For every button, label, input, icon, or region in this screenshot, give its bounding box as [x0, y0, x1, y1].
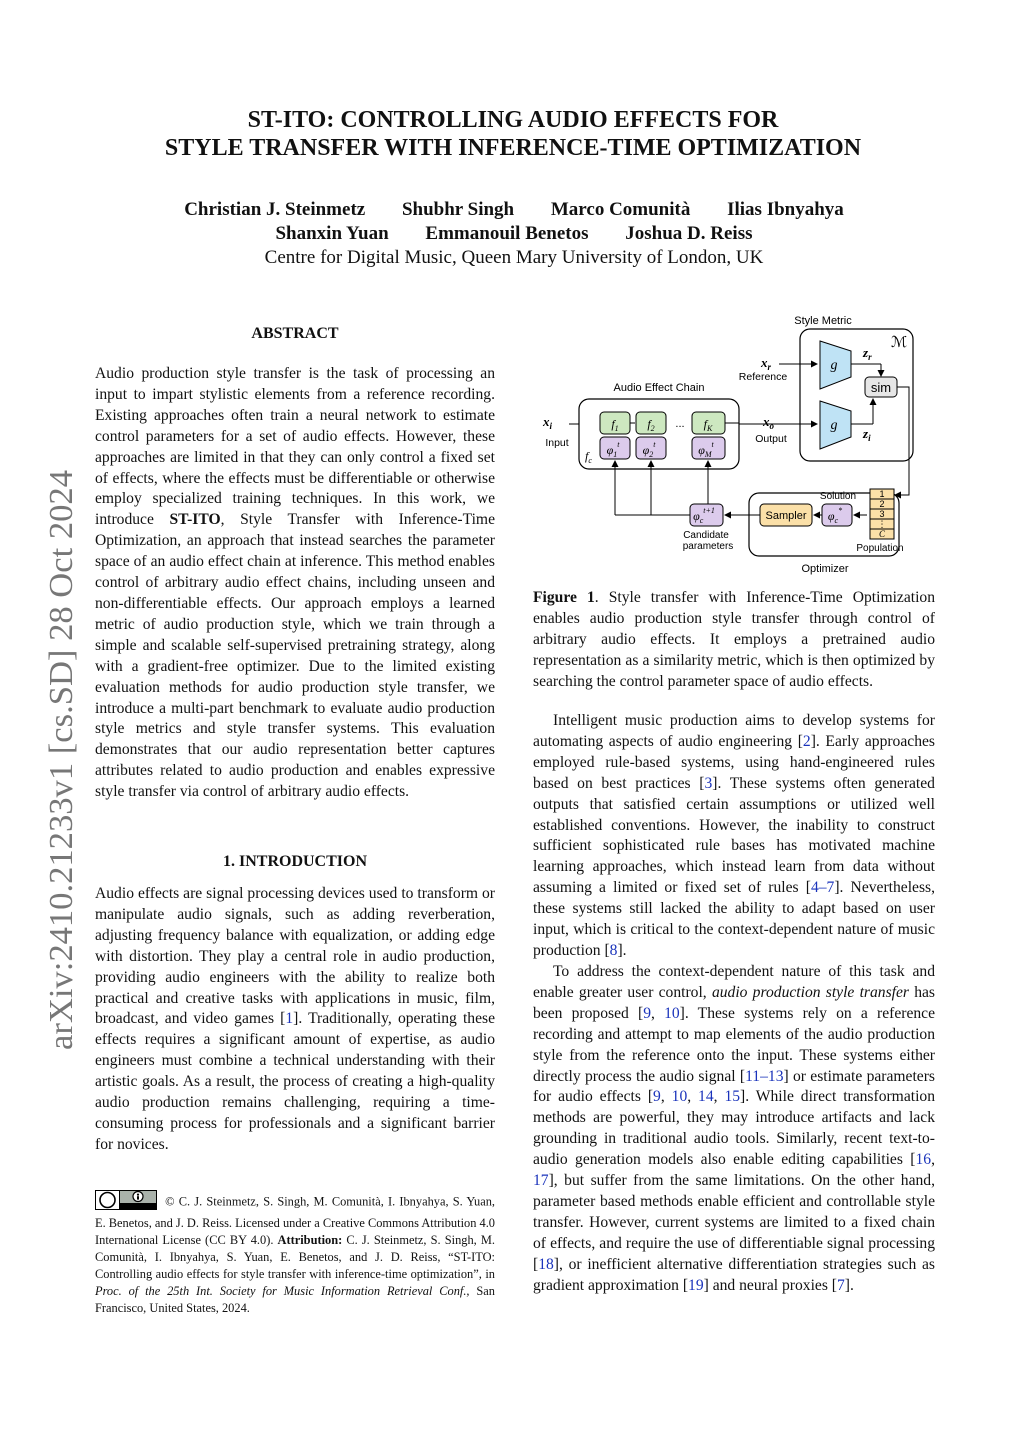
paragraph-text: ]. Early approaches employed rule-based systems, using hand-engineered rules based on best practices [: [533, 732, 935, 792]
population-stack: [870, 489, 894, 539]
label-style-metric: Style Metric: [794, 315, 852, 327]
svg-text:2: 2: [879, 499, 885, 509]
svg-text:xo: $x_o$: [763, 414, 774, 431]
citation-link[interactable]: 3: [704, 774, 713, 792]
svg-text:f2: $f_2$: [647, 417, 655, 433]
title-line-1: ST-ITO: CONTROLLING AUDIO EFFECTS FOR: [247, 107, 779, 133]
abstract-text: Audio production style transfer is the task of processing an input to impart stylistic elements from a reference recording. Existing approaches often train a neural network to estimate control parameters for a set of audio effects. However, these approaches are limited in that they can only control a fixed set of effects, where the effects must be differentiable or otherwise employ specialized training techniques. In this work, we introduce ST-ITO, Style Transfer with Inference-Time Optimization, an approach that instead searches the parameter space of an audio effect chain at inference. This method enables control of arbitrary audio effect chains, including unseen and non-differentiable effects. Our approach employs a learned metric of audio production style, which we train through a simple and scalable self-supervised pretraining strategy, along with a gradient-free optimizer. Due to the limited existing evaluation methods for audio production style transfer, we introduce a multi-part benchmark to evaluate audio production style metrics and style transfer systems. This evaluation demonstrates that our audio representation better captures attributes related to audio production and enables expressive style transfer via control of arbitrary audio effects.: [95, 365, 495, 801]
author: Ilias Ibnyahya: [727, 199, 844, 220]
paragraph-text: To address the context-dependent nature of this task and enable greater user control,: [533, 963, 935, 1001]
paragraph-text: ,: [687, 1088, 699, 1106]
abstract-heading: ABSTRACT: [251, 325, 339, 342]
svg-text:xi: $x_i$: [543, 414, 553, 431]
paragraph-text: Intelligent music production aims to develop systems for automating aspects of audio engineering [: [533, 712, 935, 750]
citation-link[interactable]: 9: [653, 1088, 661, 1106]
citation-link[interactable]: 18: [538, 1255, 554, 1273]
label-optimizer: Optimizer: [801, 563, 849, 575]
svg-text:φ1t: $\varphi_1^t$: [606, 440, 620, 459]
paragraph-text: has been proposed [: [533, 983, 935, 1022]
svg-text:Population: Population: [856, 543, 904, 554]
paragraph-text: ]. Nevertheless, these systems still lacked the ability to adapt based on user input, which is critical to the context-dependent nature of music production [: [533, 879, 935, 959]
citation-link[interactable]: 19: [688, 1276, 704, 1294]
figure-1-diagram: [533, 305, 935, 580]
citation-link[interactable]: 9: [643, 1004, 651, 1022]
author: Christian J. Steinmetz: [184, 199, 366, 220]
author-row-1: [100, 198, 928, 222]
author: Marco Comunità: [550, 199, 691, 220]
svg-text:Output: Output: [755, 433, 787, 445]
introduction-heading: 1. INTRODUCTION: [222, 853, 367, 870]
citation-link[interactable]: 15: [724, 1088, 741, 1106]
svg-text:zi: $z_i$: [863, 426, 871, 443]
paragraph-text: ]. These systems rely on a reference recording and attempt to map elements of the audio production style from the reference onto the input. These systems either directly process the audio signal [: [533, 1004, 936, 1085]
citation-link[interactable]: 1: [285, 1010, 294, 1028]
paragraph-text: ] and neural proxies [: [703, 1276, 837, 1294]
author: Joshua D. Reiss: [625, 223, 753, 244]
svg-text:φct+1: $\varphi_c^{t+1}$: [693, 506, 715, 525]
right-paragraph-2: [533, 962, 935, 1297]
citation-link[interactable]: 11–13: [745, 1067, 784, 1085]
paragraph-text: ,: [713, 1088, 725, 1106]
paragraph-text: ], but suffer from the same limitations. On the other hand, parameter based methods enable efficient and controllable style transfer. However, current systems are limited to a fixed chain of effects, and require the use of differentiable signal processing [: [533, 1172, 935, 1273]
paragraph-text: ,: [650, 1004, 665, 1022]
citation-link[interactable]: 16: [915, 1151, 932, 1169]
svg-text:g: g: [830, 358, 838, 373]
svg-text:⋮: ⋮: [877, 519, 887, 529]
svg-text:g: g: [830, 418, 838, 433]
svg-text:Candidate: Candidate: [683, 530, 729, 541]
svg-text:xr: $x_r$: [761, 355, 772, 372]
paper-title: [100, 106, 926, 162]
svg-text:C: C: [878, 529, 886, 539]
copyright-footnote: © C. J. Steinmetz, S. Singh, M. Comunità, I. Ibnyahya, S. Yuan, E. Benetos, and J. D. Reiss. Licensed under a Creative Commons Attribution 4.0 International License (CC BY 4.0). Attribution: C. J. Steinmetz, S. Singh, M. Comunità, I. Ibnyahya, S. Yuan, E. Benetos, and J. D. Reiss, “ST-ITO: Controlling audio effects for style transfer with inference-time optimization”, in Proc. of the 25th Int. Society for Music Information Retrieval Conf., San Francisco, United States, 2024.: [95, 1190, 495, 1317]
introduction-paragraph: Audio effects are signal processing devices used to transform or manipulate audio signals, such as adding reverberation, adjusting frequency balance with equalization, or adding edge with distortion. They play a central role in audio production, providing audio engineers with the ability to realize both practical and creative tasks with applications in music, film, broadcast, and video games [1]. Traditionally, operating these effects requires a significant amount of expertise, as audio engineers must combine a technical understanding with their artistic goals. As a result, the process of creating a high-quality audio production remains challenging, requiring a time-consuming process for professionals and a significant barrier for novices.: [95, 885, 495, 1153]
label-audio-effect-chain: Audio Effect Chain: [613, 382, 705, 394]
svg-text:φ2t: $\varphi_2^t$: [642, 440, 656, 459]
citation-link[interactable]: 7: [837, 1276, 845, 1294]
figure-1-caption: Figure 1. Style transfer with Inference-Time Optimization enables audio production style transfer through control of arbitrary audio effects. It employs a pretrained audio representation as a similarity metric, which is then optimized by searching the control parameter space of audio effects.: [533, 589, 936, 690]
svg-text:φc*: $\varphi_c^*$: [827, 506, 843, 525]
paragraph-text: ].: [844, 1276, 854, 1294]
svg-text:3: 3: [879, 509, 885, 519]
citation-link[interactable]: 17: [533, 1172, 549, 1190]
author-row-2: [100, 222, 928, 246]
citation-link[interactable]: 8: [609, 941, 618, 959]
paragraph-text: ], or inefficient alternative differentiation strategies such as gradient approximation [: [533, 1255, 935, 1294]
svg-text:φMt: $\varphi_M^t$: [698, 440, 714, 459]
label-metric-symbol: ℳ: [891, 334, 908, 351]
paragraph-text: ] or estimate parameters for audio effects [: [533, 1067, 935, 1106]
title-line-2: STYLE TRANSFER WITH INFERENCE-TIME OPTIMIZATION: [164, 135, 862, 161]
paragraph-text: ]. While direct transformation methods are powerful, they may introduce artifacts and lack grounding in traditional audio tools. Similarly, recent text-to-audio generation models also enable editing capabilities [: [533, 1088, 935, 1169]
paragraph-text: ].: [617, 941, 627, 959]
paragraph-text: audio production style transfer: [711, 983, 909, 1001]
svg-text:Solution: Solution: [819, 491, 857, 502]
citation-link[interactable]: 2: [802, 732, 811, 750]
svg-text:Input: Input: [545, 437, 569, 449]
svg-text:zr: $z_r$: [863, 345, 872, 362]
svg-text:f1: $f_1$: [611, 417, 619, 433]
svg-text:Sampler: Sampler: [765, 510, 807, 522]
citation-link[interactable]: 4–7: [810, 879, 835, 897]
paragraph-text: ]. These systems often generated outputs that satisfied certain assumptions or utilized well established conventions. However, the inability to construct sufficient sophisticated rule bases has motivated machine learning approaches, which instead learn from data without assuming a limited or fixed set of rules [: [533, 774, 935, 897]
svg-text:parameters: parameters: [682, 541, 734, 552]
svg-text:fc: $f_c$: [585, 449, 592, 465]
author: Emmanouil Benetos: [425, 223, 589, 244]
right-paragraph-1: [533, 711, 935, 962]
svg-text:1: 1: [879, 489, 885, 499]
cc-by-badge: [95, 1190, 157, 1215]
citation-link[interactable]: 10: [671, 1088, 688, 1106]
arxiv-stamp: [26, 468, 90, 1052]
citation-link[interactable]: 10: [664, 1004, 680, 1022]
author: Shanxin Yuan: [275, 223, 389, 244]
svg-text:...: ...: [675, 418, 685, 430]
affiliation: Centre for Digital Music, Queen Mary University of London, UK: [264, 247, 764, 268]
svg-text:sim: sim: [870, 380, 892, 395]
arxiv-id: arXiv:2410.21233v1 [cs.SD] 28 Oct 2024: [43, 479, 80, 1050]
svg-text:fK: $f_K$: [703, 417, 713, 433]
paragraph-text: ,: [931, 1151, 935, 1169]
svg-text:Reference: Reference: [738, 371, 788, 383]
citation-link[interactable]: 14: [698, 1088, 714, 1106]
paragraph-text: ,: [660, 1088, 672, 1106]
author: Shubhr Singh: [401, 199, 515, 220]
